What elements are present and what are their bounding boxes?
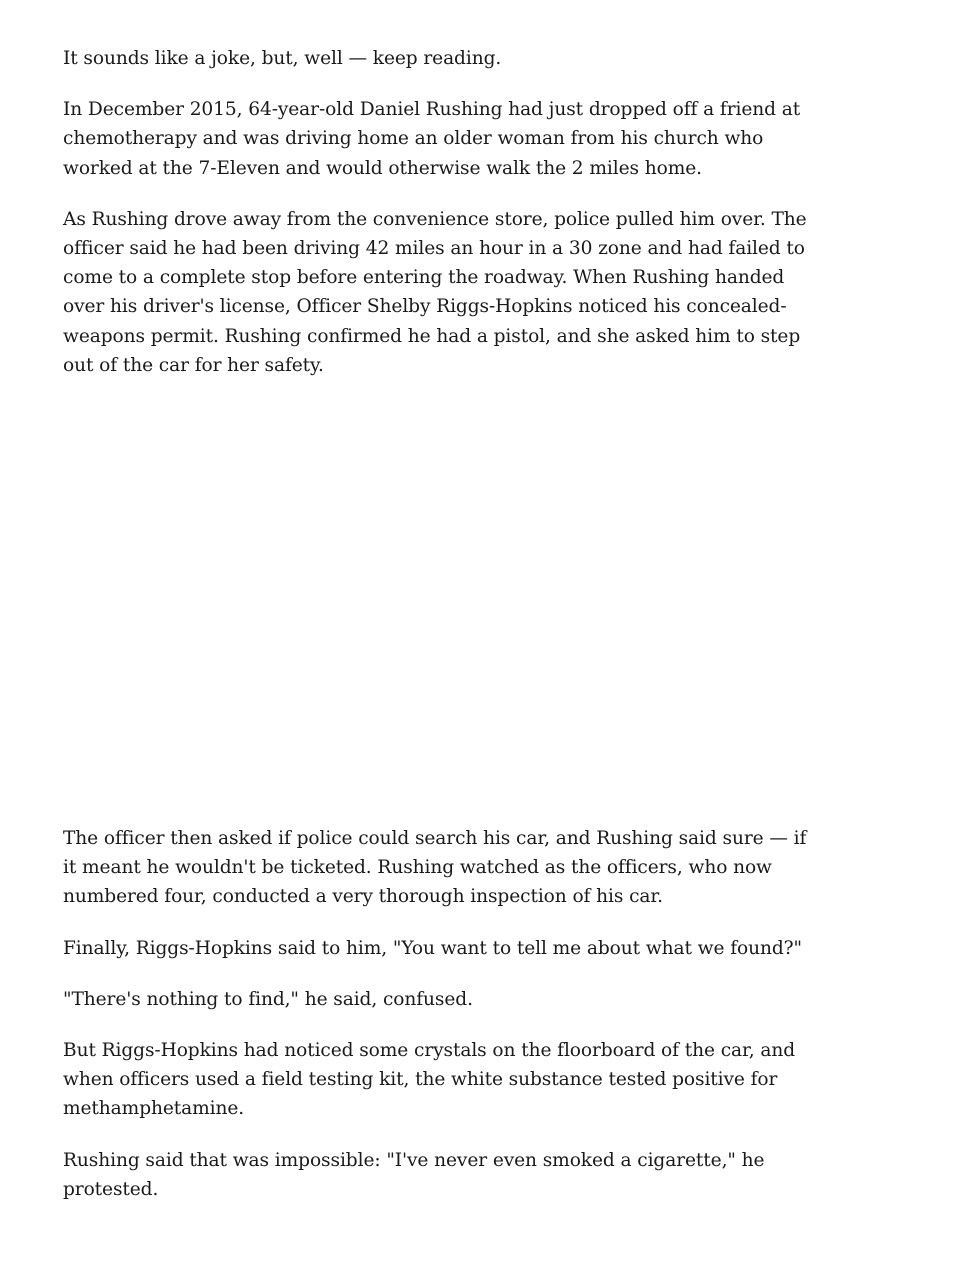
article-paragraph: But Riggs-Hopkins had noticed some crystals on the floorboard of the car, and when officers used a field testing kit, the white substance tested positive for methamphetamine. bbox=[63, 1040, 796, 1120]
article-paragraph: It sounds like a joke, but, well — keep reading. bbox=[63, 48, 502, 69]
ad-placeholder bbox=[63, 402, 823, 824]
article-paragraph: The officer then asked if police could search his car, and Rushing said sure — if it meant he wouldn't be ticketed. Rushing watched as the officers, who now numbered four, conducted a very thorough inspection of his car. bbox=[63, 828, 807, 908]
article-paragraph: As Rushing drove away from the convenience store, police pulled him over. The officer said he had been driving 42 miles an hour in a 30 zone and had failed to come to a complete stop before entering the roadway. When Rushing handed over his driver's license, Officer Shelby Riggs-Hopkins noticed his concealed-weapons permit. Rushing confirmed he had a pistol, and she asked him to step out of the car for her safety. bbox=[63, 208, 807, 376]
article-paragraph: "There's nothing to find," he said, confused. bbox=[63, 988, 473, 1010]
article-paragraph: Finally, Riggs-Hopkins said to him, "You want to tell me about what we found?" bbox=[63, 937, 802, 959]
article-paragraph: Rushing said that was impossible: "I've never even smoked a cigarette," he protested. bbox=[63, 1149, 765, 1200]
article-paragraph: In December 2015, 64-year-old Daniel Rushing had just dropped off a friend at chemotherapy and was driving home an older woman from his church who worked at the 7-Eleven and would otherwise walk the 2 miles home. bbox=[63, 99, 801, 179]
article-body bbox=[63, 44, 823, 1226]
